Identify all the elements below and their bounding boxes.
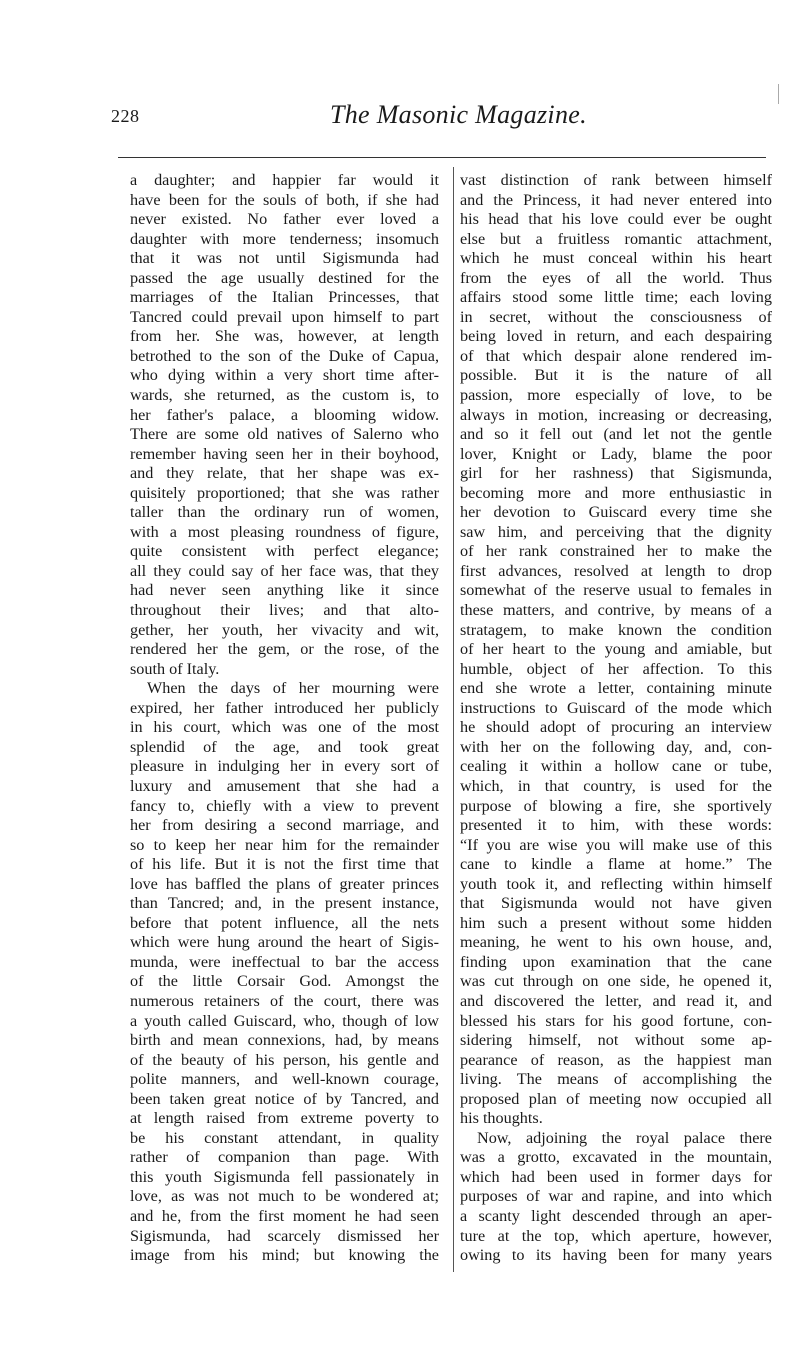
text-line: never existed. No father ever loved a xyxy=(130,210,439,229)
running-head-title: The Masonic Magazine. xyxy=(330,100,587,129)
left-column xyxy=(130,171,439,1266)
text-line: been taken great notice of by Tancred, and xyxy=(130,1089,439,1108)
text-line: There are some old natives of Salerno who xyxy=(130,425,439,444)
text-line: presented it to him, with these words: xyxy=(460,816,772,835)
text-line: with her on the following day, and, con- xyxy=(460,737,772,756)
text-line: quisitely proportioned; that she was rather xyxy=(130,483,439,502)
text-line: in his court, which was one of the most xyxy=(130,718,439,737)
text-line: When the days of her mourning were xyxy=(147,679,439,698)
text-line: else but a fruitless romantic attachment, xyxy=(460,229,772,248)
text-line: with a most pleasing roundness of figure, xyxy=(130,522,439,541)
text-line: love has baffled the plans of greater princes xyxy=(130,874,439,893)
text-line: expired, her father introduced her publicly xyxy=(130,698,439,717)
text-line: rendered her the gem, or the rose, of the xyxy=(130,640,439,659)
text-line: than Tancred; and, in the present instance, xyxy=(130,894,439,913)
text-line: at length raised from extreme poverty to xyxy=(130,1109,439,1128)
text-line: proposed plan of meeting now occupied all xyxy=(460,1089,772,1108)
text-line: finding upon examination that the cane xyxy=(460,952,772,971)
text-line: image from his mind; but knowing the xyxy=(130,1246,439,1265)
text-line: wards, she returned, as the custom is, to xyxy=(130,386,439,405)
text-line: his head that his love could ever be ought xyxy=(460,210,772,229)
text-line: sidering himself, not without some ap- xyxy=(460,1031,772,1050)
text-line: he should adopt of procuring an interview xyxy=(460,718,772,737)
text-line: passed the age usually destined for the xyxy=(130,268,439,287)
text-line: ture at the top, which aperture, however, xyxy=(460,1226,772,1245)
text-line: always in motion, increasing or decreasing, xyxy=(460,405,772,424)
text-line: her from desiring a second marriage, and xyxy=(130,816,439,835)
text-line: that it was not until Sigismunda had xyxy=(130,249,439,268)
text-line: possible. But it is the nature of all xyxy=(460,366,772,385)
text-line: cane to kindle a flame at home.” The xyxy=(460,855,772,874)
text-line: end she wrote a letter, containing minute xyxy=(460,679,772,698)
text-line: a youth called Guiscard, who, though of low xyxy=(130,1011,439,1030)
text-line: from her. She was, however, at length xyxy=(130,327,439,346)
text-line: have been for the souls of both, if she had xyxy=(130,190,439,209)
text-line: girl for her rashness) that Sigismunda, xyxy=(460,464,772,483)
text-line: was a grotto, excavated in the mountain, xyxy=(460,1148,772,1167)
text-line: youth took it, and reflecting within himself xyxy=(460,874,772,893)
text-line: all they could say of her face was, that they xyxy=(130,561,439,580)
text-line: pleasure in indulging her in every sort of xyxy=(130,757,439,776)
text-line: throughout their lives; and that alto- xyxy=(130,601,439,620)
header-rule xyxy=(118,157,766,158)
text-line: purposes of war and rapine, and into which xyxy=(460,1187,772,1206)
column-divider xyxy=(453,167,454,1272)
text-line: becoming more and more enthusiastic in xyxy=(460,483,772,502)
text-line: luxury and amusement that she had a xyxy=(130,776,439,795)
text-line: fancy to, chiefly with a view to prevent xyxy=(130,796,439,815)
text-line: meaning, he went to his own house, and, xyxy=(460,933,772,952)
text-line: of that which despair alone rendered im- xyxy=(460,346,772,365)
text-line: blessed his stars for his good fortune, con- xyxy=(460,1011,772,1030)
text-line: who dying within a very short time after- xyxy=(130,366,439,385)
text-line: that Sigismunda would not have given xyxy=(460,894,772,913)
text-line: Now, adjoining the royal palace there xyxy=(477,1128,772,1147)
text-line: was cut through on one side, he opened it, xyxy=(460,972,772,991)
text-line: affairs stood some little time; each loving xyxy=(460,288,772,307)
text-line: birth and mean connexions, had, by means xyxy=(130,1031,439,1050)
text-line: so to keep her near him for the remainder xyxy=(130,835,439,854)
text-line: pearance of reason, as the happiest man xyxy=(460,1050,772,1069)
text-line: had never seen anything like it since xyxy=(130,581,439,600)
text-line: of his life. But it is not the first time that xyxy=(130,855,439,874)
text-line: of the little Corsair God. Amongst the xyxy=(130,972,439,991)
text-line: a scanty light descended through an aper- xyxy=(460,1206,772,1225)
text-line: marriages of the Italian Princesses, that xyxy=(130,288,439,307)
text-line: his thoughts. xyxy=(460,1109,543,1128)
text-line: first advances, resolved at length to drop xyxy=(460,561,772,580)
text-line: stratagem, to make known the condition xyxy=(460,620,772,639)
text-line: of her rank constrained her to make the xyxy=(460,542,772,561)
text-line: lover, Knight or Lady, blame the poor xyxy=(460,444,772,463)
right-column xyxy=(460,171,772,1266)
text-line: and so it fell out (and let not the gentle xyxy=(460,425,772,444)
text-line: her father's palace, a blooming widow. xyxy=(130,405,439,424)
text-line: rather of companion than page. With xyxy=(130,1148,439,1167)
text-line: Tancred could prevail upon himself to part xyxy=(130,307,439,326)
text-line: owing to its having been for many years xyxy=(460,1246,772,1265)
text-line: instructions to Guiscard of the mode which xyxy=(460,698,772,717)
text-line: munda, were ineffectual to bar the access xyxy=(130,952,439,971)
text-line: gether, her youth, her vivacity and wit, xyxy=(130,620,439,639)
text-line: purpose of blowing a fire, she sportively xyxy=(460,796,772,815)
text-line: vast distinction of rank between himself xyxy=(460,171,772,189)
text-line: quite consistent with perfect elegance; xyxy=(130,542,439,561)
text-line: before that potent influence, all the nets xyxy=(130,913,439,932)
text-line: and he, from the first moment he had seen xyxy=(130,1206,439,1225)
text-line: remember having seen her in their boyhood, xyxy=(130,444,439,463)
text-line: somewhat of the reserve usual to females in xyxy=(460,581,772,600)
text-line: splendid of the age, and took great xyxy=(130,737,439,756)
text-line: in secret, without the consciousness of xyxy=(460,307,772,326)
text-line: numerous retainers of the court, there was xyxy=(130,991,439,1010)
text-line: cealing it within a hollow cane or tube, xyxy=(460,757,772,776)
text-line: of the beauty of his person, his gentle and xyxy=(130,1050,439,1069)
text-line: living. The means of accomplishing the xyxy=(460,1070,772,1089)
text-line: “If you are wise you will make use of this xyxy=(460,835,772,854)
text-line: humble, object of her affection. To this xyxy=(460,659,772,678)
text-line: which, in that country, is used for the xyxy=(460,776,772,795)
text-line: and the Princess, it had never entered into xyxy=(460,190,772,209)
text-line: being loved in return, and each despairing xyxy=(460,327,772,346)
text-line: love, as was not much to be wondered at; xyxy=(130,1187,439,1206)
margin-mark xyxy=(778,84,779,104)
text-line: from the eyes of all the world. Thus xyxy=(460,268,772,287)
text-line: which were hung around the heart of Sigis- xyxy=(130,933,439,952)
text-line: this youth Sigismunda fell passionately in xyxy=(130,1167,439,1186)
text-line: taller than the ordinary run of women, xyxy=(130,503,439,522)
text-line: and discovered the letter, and read it, and xyxy=(460,991,772,1010)
text-line: polite manners, and well-known courage, xyxy=(130,1070,439,1089)
text-line: be his constant attendant, in quality xyxy=(130,1128,439,1147)
text-line: daughter with more tenderness; insomuch xyxy=(130,229,439,248)
text-line: which he must conceal within his heart xyxy=(460,249,772,268)
text-line: passion, more especially of love, to be xyxy=(460,386,772,405)
text-line: a daughter; and happier far would it xyxy=(130,171,439,189)
text-line: of her heart to the young and amiable, but xyxy=(460,640,772,659)
text-line: south of Italy. xyxy=(130,659,220,678)
text-line: Sigismunda, had scarcely dismissed her xyxy=(130,1226,439,1245)
text-line: which had been used in former days for xyxy=(460,1167,772,1186)
text-line: him such a present without some hidden xyxy=(460,913,772,932)
text-line: these matters, and contrive, by means of a xyxy=(460,601,772,620)
page-number: 228 xyxy=(111,106,140,126)
text-line: her devotion to Guiscard every time she xyxy=(460,503,772,522)
text-line: saw him, and perceiving that the dignity xyxy=(460,522,772,541)
text-line: betrothed to the son of the Duke of Capua, xyxy=(130,346,439,365)
text-line: and they relate, that her shape was ex- xyxy=(130,464,439,483)
